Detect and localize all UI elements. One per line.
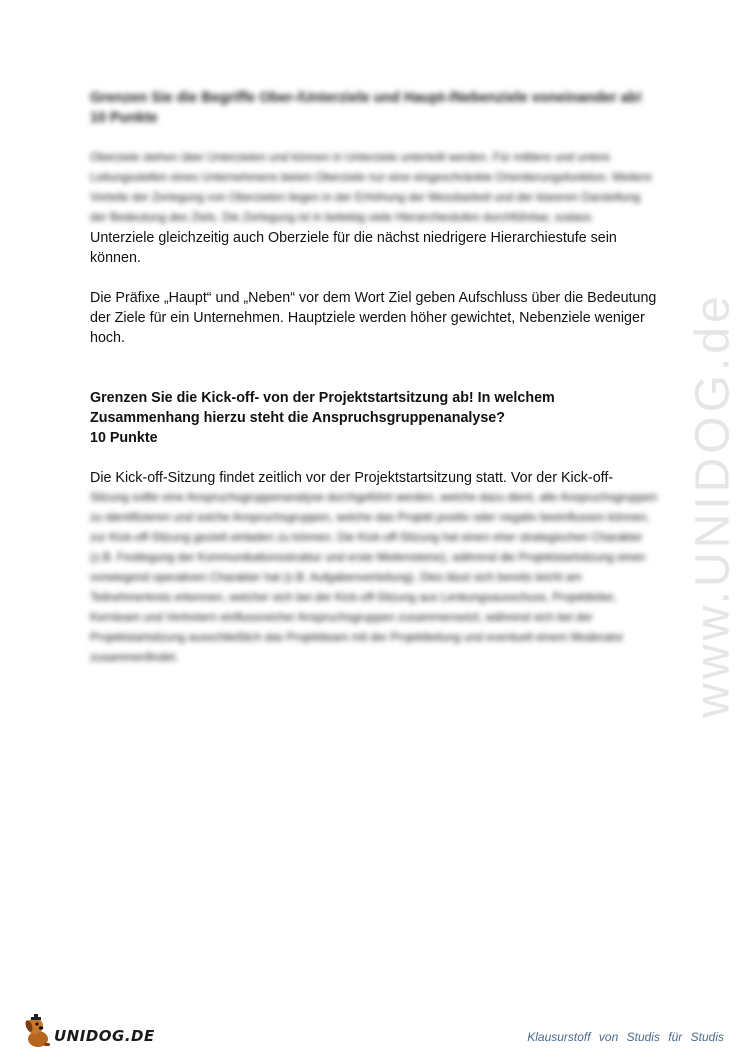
answer-1-part2: Die Präfixe „Haupt“ und „Neben“ vor dem Wort Ziel geben Aufschluss über die Bedeutung der Ziele für ein Unternehmen. Hauptziele werden höher gewichtet, Nebenziele weniger hoch. xyxy=(90,290,657,346)
question-1-points: 10 Punkte xyxy=(90,110,158,126)
answer-2-visible: Die Kick-off-Sitzung findet zeitlich vor der Projektstartsitzung statt. Vor der Kick-off- xyxy=(90,470,614,486)
dog-mascot-icon xyxy=(22,1013,52,1049)
document-body xyxy=(90,88,660,668)
question-2-heading-line1: Grenzen Sie die Kick-off- von der Projektstartsitzung ab! In welchem xyxy=(90,390,555,406)
question-2-heading-line2: Zusammenhang hierzu steht die Anspruchsgruppenanalyse? xyxy=(90,410,505,426)
answer-1-blurred: Oberziele stehen über Unterzielen und können in Unterziele unterteilt werden. Für mittlere und untere Leitungsstellen eines Unternehmens bieten Oberziele nur eine eingeschränkte Orientierungsfunktion. Weitere Vorteile der Zerlegung von Oberzielen liegen in der Erhöhung der Messbarkeit und der klareren Darstellung der Bedeutung des Ziels. Die Zerlegung ist in beliebig viele Hierarchiestufen durchführbar, sodass xyxy=(90,151,652,224)
footer-slogan: Klausurstoff von Studis für Studis xyxy=(527,1030,724,1044)
question-1-heading: Grenzen Sie die Begriffe Ober-/Unterziele und Haupt-/Nebenziele voneinander ab! xyxy=(90,90,643,106)
unidog-logo[interactable] xyxy=(22,1013,155,1049)
question-2-points: 10 Punkte xyxy=(90,430,158,446)
answer-2-blurred: Sitzung sollte eine Anspruchsgruppenanalyse durchgeführt werden, welche dazu dient, alle Anspruchsgruppen zu identifizieren und solche Anspruchsgruppen, welche das Projekt positiv oder negativ beeinflussen können, zur Kick-off-Sitzung gezielt einladen zu können. Die Kick-off-Sitzung hat einen eher strategischen Charakter (z.B. Festlegung der Kommunikationsstruktur und erste Meilensteine), während die Projektstartsitzung einen vorwiegend operativen Charakter hat (z.B. Aufgabenverteilung). Dies lässt sich bereits leicht am Teilnehmerkreis erkennen, welcher sich bei der Kick-off-Sitzung aus Lenkungsausschuss, Projektleiter, Kernteam und Vertretern einflussreicher Anspruchsgruppen zusammensetzt, während sich bei der Projektstartsitzung ausschließlich das Projektteam mit der Projektleitung und eventuell einem Moderator zusammenfindet. xyxy=(90,491,658,664)
watermark-text: www.UNIDOG.de xyxy=(686,292,740,718)
answer-1-visible: Unterziele gleichzeitig auch Oberziele für die nächst niedrigere Hierarchiestufe sein können. xyxy=(90,230,617,266)
logo-text: UNIDOG.DE xyxy=(54,1027,155,1045)
